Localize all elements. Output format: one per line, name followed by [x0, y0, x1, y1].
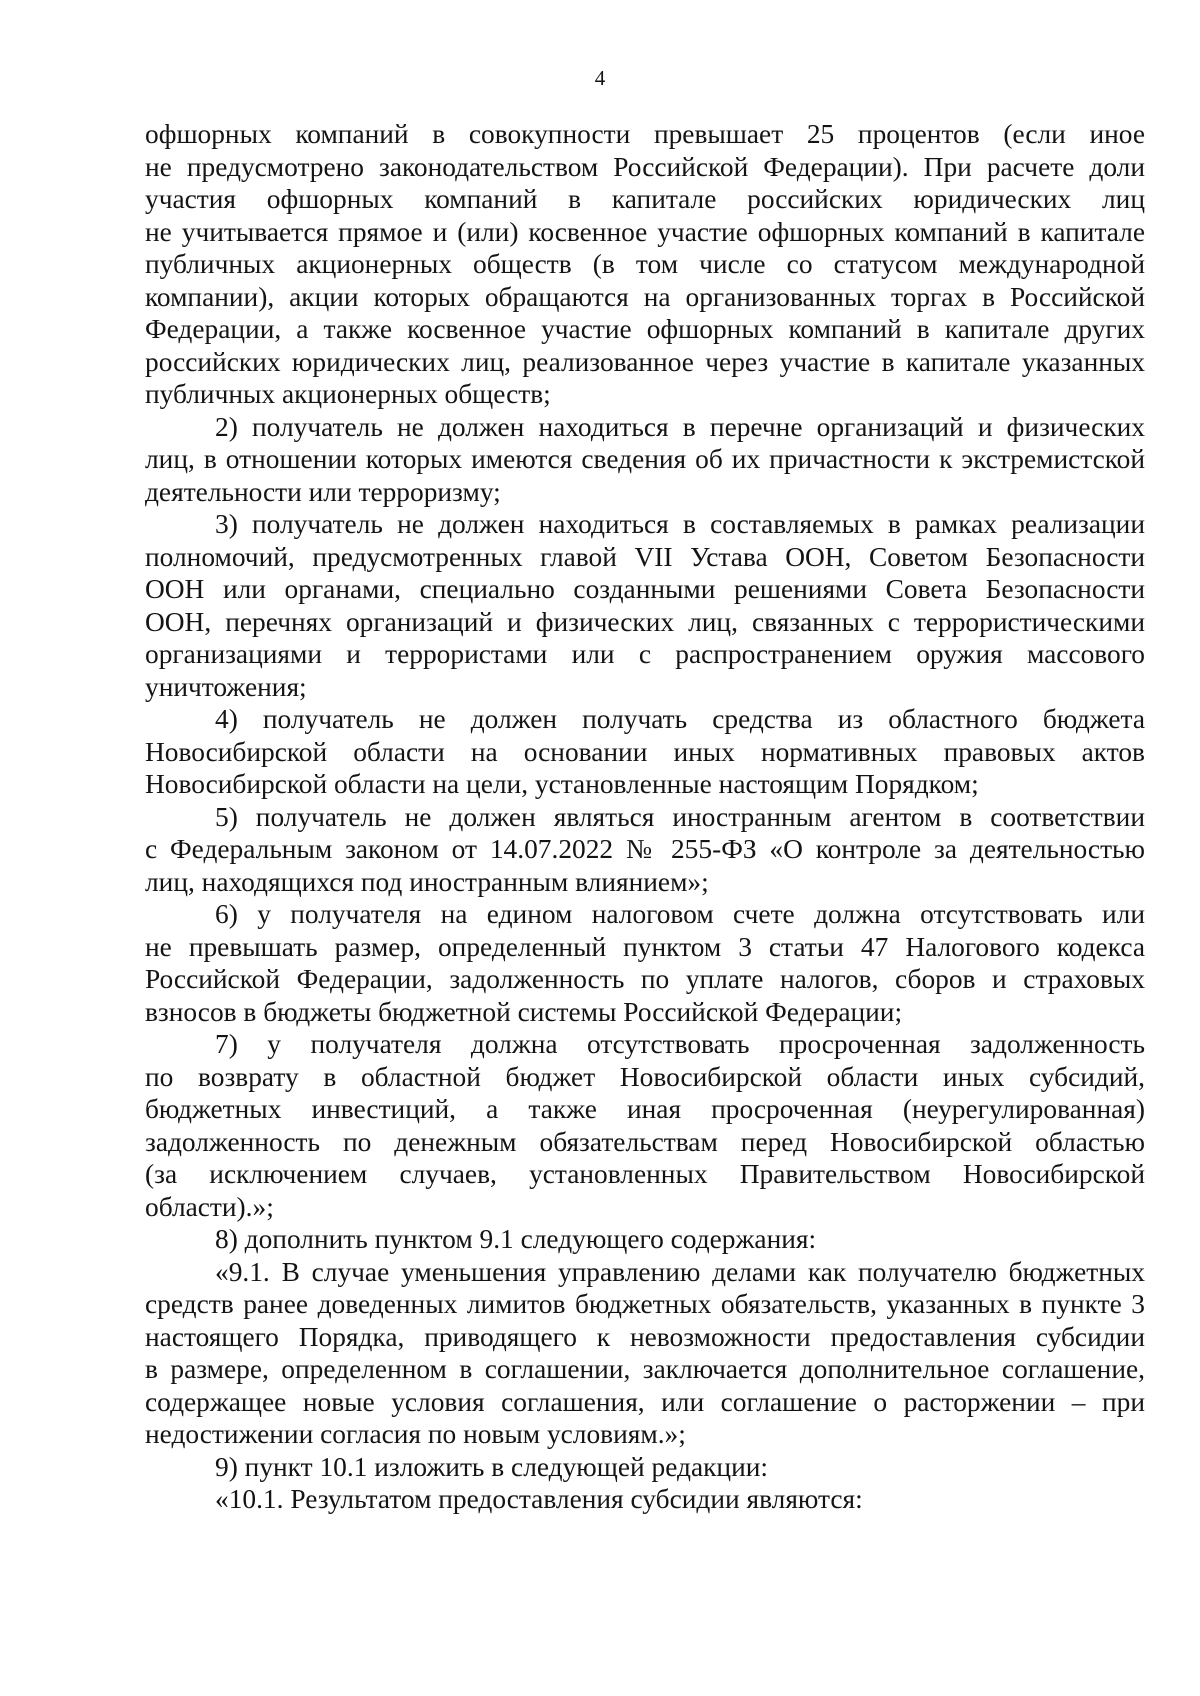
text-line: Российской Федерации, задолженность по уплате налогов, сборов и страховых: [145, 964, 1145, 994]
text-line: публичных акционерных обществ (в том числе со статусом международной: [145, 249, 1145, 279]
text-line: офшорных компаний в совокупности превышает 25 процентов (если иное: [145, 119, 1145, 149]
text-line: ООН, перечнях организаций и физических лиц, связанных с террористическими: [145, 606, 1145, 637]
text-line: организациями и террористами или с распространением оружия массового: [145, 639, 1145, 669]
text-line: «10.1. Результатом предоставления субсидии являются:: [215, 1484, 863, 1514]
text-line: области).»;: [145, 1191, 274, 1222]
text-line: 9) пункт 10.1 изложить в следующей редакции:: [215, 1451, 769, 1482]
text-line: 2) получатель не должен находиться в перечне организаций и физических: [215, 411, 1145, 442]
text-line: 3) получатель не должен находиться в составляемых в рамках реализации: [215, 509, 1145, 539]
text-line: средств ранее доведенных лимитов бюджетных обязательств, указанных в пункте 3: [145, 1289, 1145, 1319]
text-line: не предусмотрено законодательством Российской Федерации). При расчете доли: [145, 151, 1145, 182]
document-body: [145, 118, 1145, 1516]
text-line: Новосибирской области на цели, установленные настоящим Порядком;: [145, 769, 979, 799]
text-line: публичных акционерных обществ;: [145, 379, 551, 409]
text-line: не превышать размер, определенный пунктом 3 статьи 47 Налогового кодекса: [145, 931, 1145, 962]
text-line: 6) у получателя на едином налоговом счете должна отсутствовать или: [215, 899, 1145, 929]
text-line: Федерации, а также косвенное участие офшорных компаний в капитале других: [145, 314, 1145, 344]
text-line: 4) получатель не должен получать средства из областного бюджета: [215, 704, 1145, 734]
text-line: лиц, находящихся под иностранным влиянием»;: [145, 866, 709, 897]
text-line: содержащее новые условия соглашения, или соглашение о расторжении – при: [145, 1386, 1145, 1417]
text-line: полномочий, предусмотренных главой VII Устава ООН, Советом Безопасности: [145, 541, 1145, 572]
text-line: лиц, в отношении которых имеются сведения об их причастности к экстремистской: [145, 444, 1145, 474]
text-line: настоящего Порядка, приводящего к невозможности предоставления субсидии: [145, 1321, 1145, 1352]
text-line: не учитывается прямое и (или) косвенное участие офшорных компаний в капитале: [145, 216, 1145, 247]
text-line: с Федеральным законом от 14.07.2022 № 255-ФЗ «О контроле за деятельностью: [145, 834, 1145, 864]
text-line: в размере, определенном в соглашении, заключается дополнительное соглашение,: [145, 1354, 1145, 1384]
text-line: задолженность по денежным обязательствам перед Новосибирской областью: [145, 1126, 1145, 1157]
text-line: 5) получатель не должен являться иностранным агентом в соответствии: [215, 801, 1145, 832]
text-line: бюджетных инвестиций, а также иная просроченная (неурегулированная): [145, 1094, 1145, 1124]
text-line: Новосибирской области на основании иных нормативных правовых актов: [145, 736, 1145, 767]
text-line: взносов в бюджеты бюджетной системы Российской Федерации;: [145, 996, 903, 1027]
text-line: российских юридических лиц, реализованное через участие в капитале указанных: [145, 346, 1145, 377]
text-line: деятельности или терроризму;: [145, 476, 501, 507]
text-line: 8) дополнить пунктом 9.1 следующего содержания:: [215, 1224, 817, 1254]
text-line: участия офшорных компаний в капитале российских юридических лиц: [145, 184, 1145, 214]
text-line: компании), акции которых обращаются на организованных торгах в Российской: [145, 281, 1145, 312]
text-line: недостижении согласия по новым условиям.»;: [145, 1419, 686, 1449]
text-line: уничтожения;: [145, 671, 307, 702]
text-line: 7) у получателя должна отсутствовать просроченная задолженность: [215, 1029, 1145, 1059]
page-number: 4: [594, 66, 606, 90]
text-line: по возврату в областной бюджет Новосибирской области иных субсидий,: [145, 1061, 1145, 1092]
text-line: ООН или органами, специально созданными решениями Совета Безопасности: [145, 574, 1145, 604]
text-line: (за исключением случаев, установленных Правительством Новосибирской: [145, 1159, 1145, 1189]
text-line: «9.1. В случае уменьшения управлению делами как получателю бюджетных: [215, 1256, 1145, 1287]
